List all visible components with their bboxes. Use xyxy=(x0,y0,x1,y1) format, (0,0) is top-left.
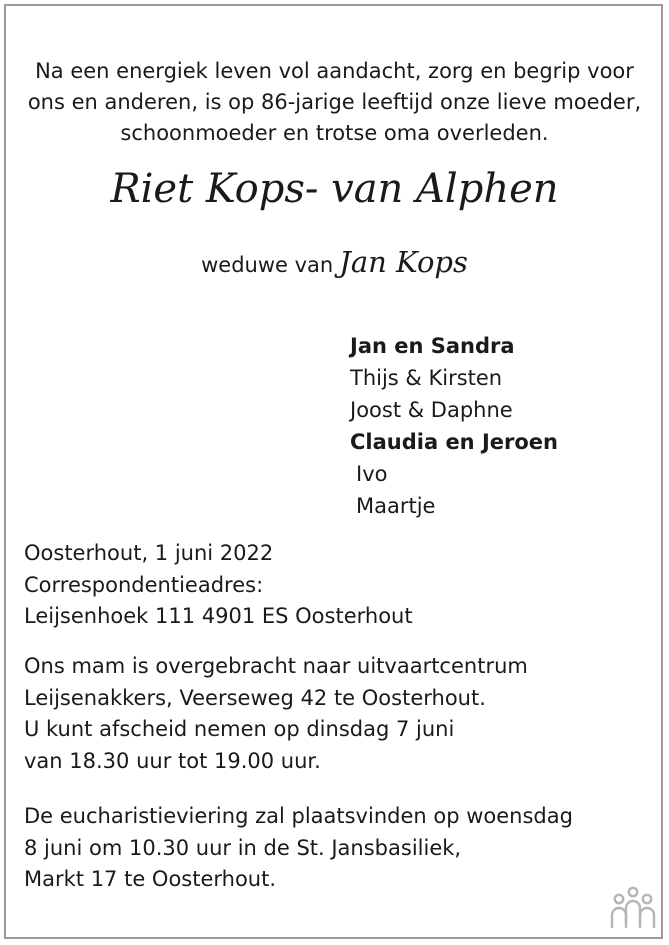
family-member: Claudia en Jeroen xyxy=(350,430,558,454)
people-group-icon-svg xyxy=(608,884,658,930)
widow-prefix: weduwe van xyxy=(201,253,334,277)
address-line: Correspondentieadres: xyxy=(24,572,264,597)
family-list xyxy=(350,330,558,522)
farewell-line: Ons mam is overgebracht naar uitvaartcentrum xyxy=(24,654,528,678)
deceased-name: Riet Kops- van Alphen xyxy=(110,166,559,212)
people-group-icon xyxy=(608,884,658,930)
intro-line: ons en anderen, is op 86-jarige leeftijd onze lieve moeder, xyxy=(27,90,642,114)
service-line: De eucharistieviering zal plaatsvinden op woensdag xyxy=(24,804,573,828)
spouse-name: Jan Kops xyxy=(339,245,468,279)
intro-text xyxy=(20,56,649,149)
address-line: Leijsenhoek 111 4901 ES Oosterhout xyxy=(24,604,413,628)
address-line: Oosterhout, 1 juni 2022 xyxy=(24,541,274,565)
intro-line: schoonmoeder en trotse oma overleden. xyxy=(120,121,549,145)
service-block xyxy=(24,801,573,896)
widow-line xyxy=(0,244,669,283)
service-line: Markt 17 te Oosterhout. xyxy=(24,867,277,891)
family-member: Maartje xyxy=(356,494,436,518)
farewell-block xyxy=(24,651,528,777)
address-block xyxy=(24,538,413,633)
family-member: Joost & Daphne xyxy=(350,398,513,422)
intro-line: Na een energiek leven vol aandacht, zorg en begrip voor xyxy=(35,59,634,83)
farewell-line: van 18.30 uur tot 19.00 uur. xyxy=(24,748,321,773)
service-line: 8 juni om 10.30 uur in de St. Jansbasiliek, xyxy=(24,835,462,860)
family-member: Thijs & Kirsten xyxy=(350,366,503,390)
family-member: Jan en Sandra xyxy=(350,334,515,358)
family-member: Ivo xyxy=(356,462,388,486)
farewell-line: Leijsenakkers, Veerseweg 42 te Oosterhout. xyxy=(24,685,486,710)
farewell-line: U kunt afscheid nemen op dinsdag 7 juni xyxy=(24,717,455,741)
